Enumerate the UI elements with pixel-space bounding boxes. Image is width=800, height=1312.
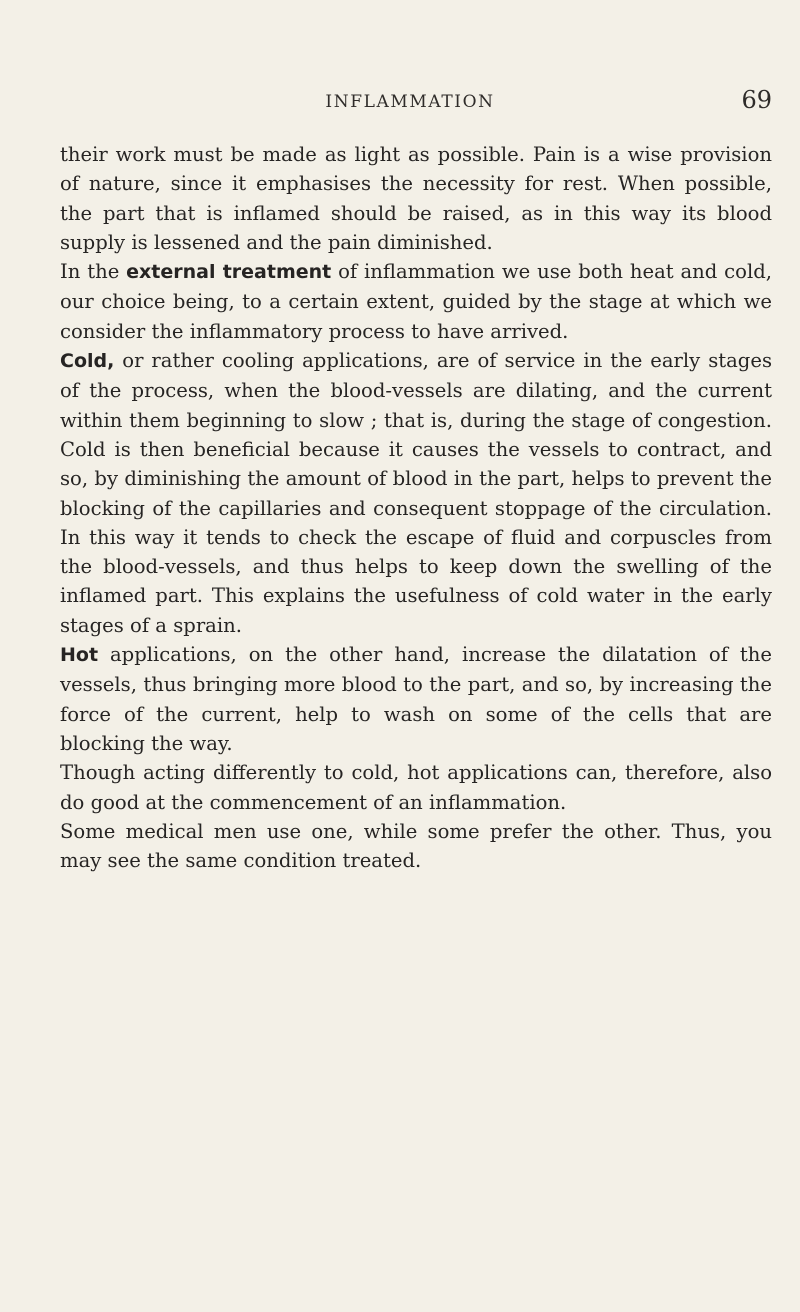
paragraph-4-text: applications, on the other hand, increase the dilatation of the vessels, thus bringing more blood to the part, and so, by increasing the force of the current, help to wash on some of the cells that are blocking the way. (60, 643, 772, 755)
paragraph-3-lead: Cold, (60, 350, 115, 373)
paragraph-1-text: their work must be made as light as possible. Pain is a wise provision of nature, since it emphasises the necessity for rest. When possible, the part that is inflamed should be raised, as in this way its blood supply is lessened and the pain diminished. (60, 143, 772, 254)
paragraph-5 (60, 758, 772, 817)
paragraph-3-text: or rather cooling applications, are of service in the early stages of the process, when the blood-vessels are dilating, and the current within them beginning to slow ; that is, during the stage of congestion. Cold is then beneficial because it causes the vessels to contract, and so, by diminishing the amount of blood in the part, helps to prevent the blocking of the capillaries and consequent stoppage of the circulation. In this way it tends to check the escape of fluid and corpuscles from the blood-vessels, and thus helps to keep down the swelling of the inflamed part. This explains the usefulness of cold water in the early stages of a sprain. (60, 349, 772, 637)
paragraph-2-text: of inflammation we use both heat and cold, our choice being, to a certain extent, guided by the stage at which we consider the inflammatory process to have arrived. (60, 260, 772, 343)
paragraph-4 (60, 640, 772, 758)
paragraph-1 (60, 140, 772, 257)
paragraph-4-lead: Hot (60, 644, 99, 667)
page-number: 69 (741, 86, 772, 114)
paragraph-6-text: Some medical men use one, while some prefer the other. Thus, you may see the same condition treated. (60, 819, 772, 873)
paragraph-2 (60, 257, 772, 346)
paragraph-2-lead: external treatment (126, 261, 332, 284)
paragraph-3 (60, 346, 772, 640)
paragraph-6 (60, 817, 772, 876)
paragraph-2-pre: In the (60, 260, 127, 284)
paragraph-5-text: Though acting differently to cold, hot applications can, therefore, also do good at the commencement of an inflammation. (60, 761, 772, 814)
body-text (60, 140, 772, 875)
running-title: INFLAMMATION (325, 92, 495, 112)
running-head (60, 86, 780, 116)
